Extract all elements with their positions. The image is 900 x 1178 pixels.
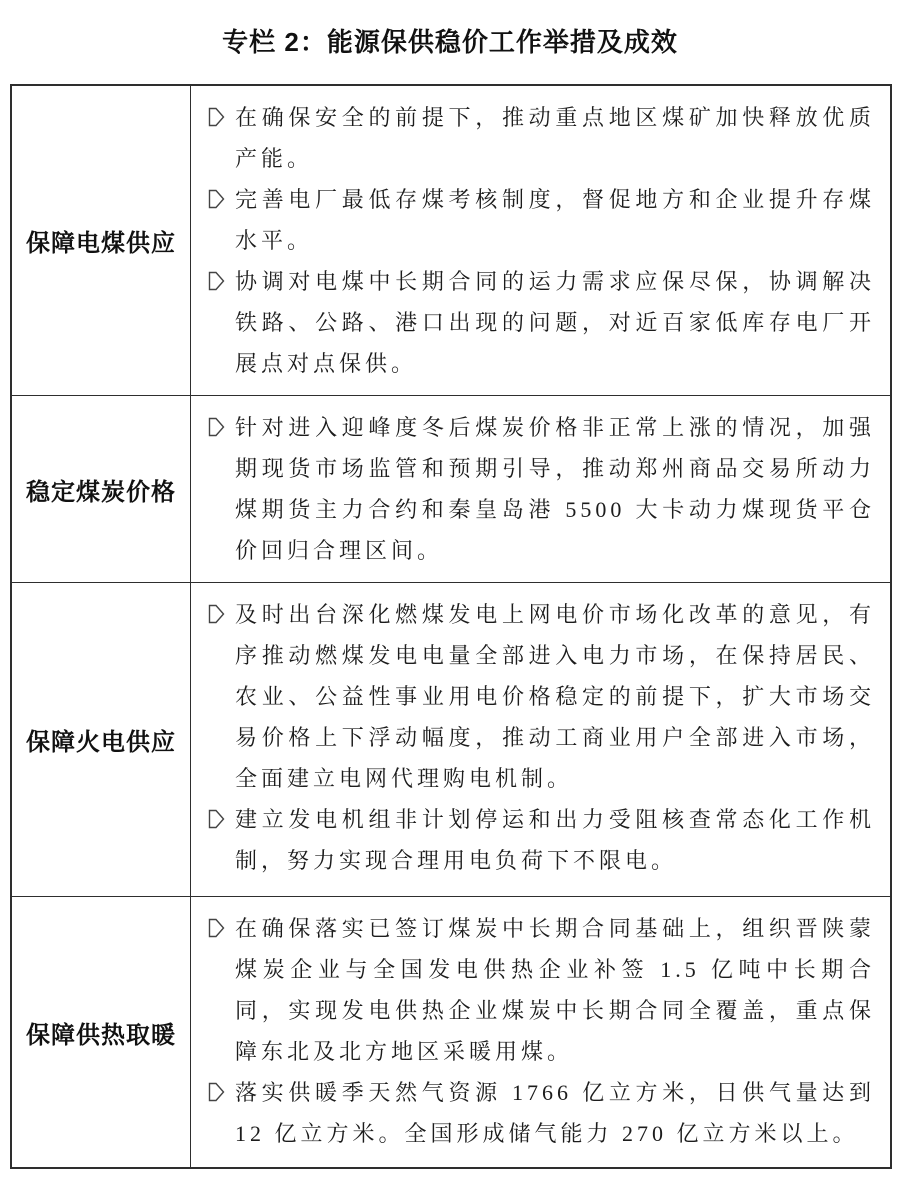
page-title: 专栏 2：能源保供稳价工作举措及成效 <box>222 27 678 57</box>
bullet-item <box>191 908 875 1072</box>
arrow-bullet-icon <box>191 97 235 179</box>
bullet-text: 协调对电煤中长期合同的运力需求应保尽保，协调解决铁路、公路、港口出现的问题，对近百家低库存电厂开展点对点保供。 <box>235 269 875 376</box>
bullet-text: 在确保落实已签订煤炭中长期合同基础上，组织晋陕蒙煤炭企业与全国发电供热企业补签 1.5 亿吨中长期合同，实现发电供热企业煤炭中长期合同全覆盖，重点保障东北及北方地区采暖用煤。 <box>235 916 875 1064</box>
bullet-item <box>191 1072 875 1154</box>
bullet-text: 落实供暖季天然气资源 1766 亿立方米，日供气量达到 12 亿立方米。全国形成储气能力 270 亿立方米以上。 <box>235 1080 875 1146</box>
measures-table <box>10 84 892 1169</box>
arrow-bullet-icon <box>191 1072 235 1154</box>
row-content <box>191 897 890 1167</box>
row-content <box>191 583 890 896</box>
arrow-bullet-icon <box>191 594 235 799</box>
row-label: 保障供热取暖 <box>12 897 191 1167</box>
arrow-bullet-icon <box>191 261 235 384</box>
table-row-coal-supply <box>12 86 890 395</box>
bullet-item <box>191 261 875 384</box>
bullet-item <box>191 97 875 179</box>
table-row-thermal-power <box>12 582 890 896</box>
bullet-text: 完善电厂最低存煤考核制度，督促地方和企业提升存煤水平。 <box>235 187 875 253</box>
bullet-item <box>191 179 875 261</box>
table-row-coal-price <box>12 395 890 582</box>
table-row-heating <box>12 896 890 1167</box>
arrow-bullet-icon <box>191 407 235 571</box>
bullet-text: 建立发电机组非计划停运和出力受阻核查常态化工作机制，努力实现合理用电负荷下不限电。 <box>235 807 875 873</box>
row-label: 保障电煤供应 <box>12 86 191 395</box>
bullet-item <box>191 799 875 881</box>
bullet-item <box>191 407 875 571</box>
bullet-text: 在确保安全的前提下，推动重点地区煤矿加快释放优质产能。 <box>235 105 875 171</box>
arrow-bullet-icon <box>191 799 235 881</box>
bullet-text: 及时出台深化燃煤发电上网电价市场化改革的意见，有序推动燃煤发电电量全部进入电力市场，在保持居民、农业、公益性事业用电价格稳定的前提下，扩大市场交易价格上下浮动幅度，推动工商业用户全部进入市场，全面建立电网代理购电机制。 <box>235 602 875 791</box>
bullet-item <box>191 594 875 799</box>
arrow-bullet-icon <box>191 179 235 261</box>
bullet-text: 针对进入迎峰度冬后煤炭价格非正常上涨的情况，加强期现货市场监管和预期引导，推动郑州商品交易所动力煤期货主力合约和秦皇岛港 5500 大卡动力煤现货平仓价回归合理区间。 <box>235 415 875 563</box>
row-label: 稳定煤炭价格 <box>12 396 191 582</box>
row-content <box>191 396 890 582</box>
row-label: 保障火电供应 <box>12 583 191 896</box>
row-content <box>191 86 890 395</box>
arrow-bullet-icon <box>191 908 235 1072</box>
